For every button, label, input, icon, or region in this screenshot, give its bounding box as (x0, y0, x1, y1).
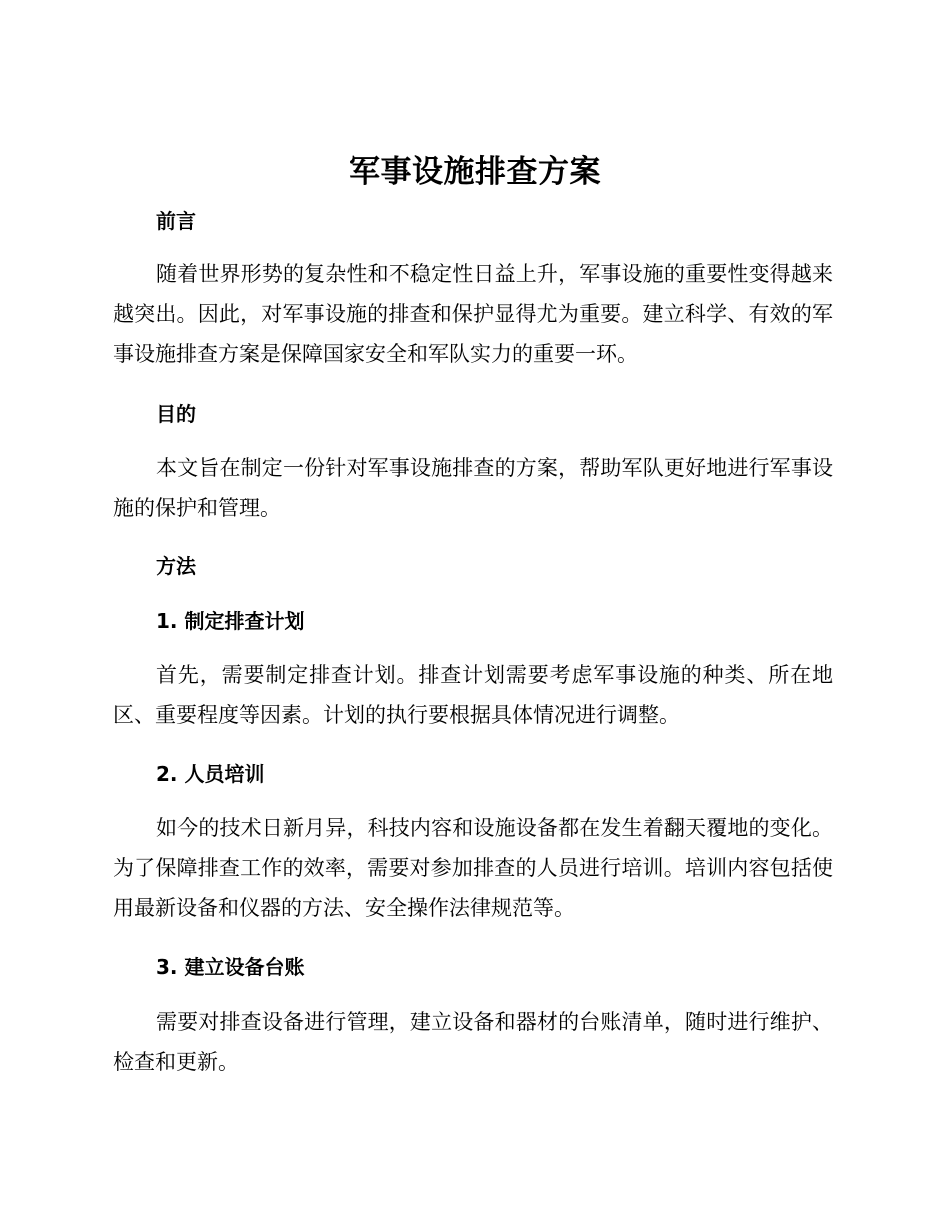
section-paragraph-training: 如今的技术日新月异，科技内容和设施设备都在发生着翻天覆地的变化。为了保障排查工作的效率，需要对参加排查的人员进行培训。培训内容包括使用最新设备和仪器的方法、安全操作法律规范等。 (113, 816, 833, 920)
section-heading-plan: 1. 制定排查计划 (156, 609, 305, 633)
section-paragraph-preface: 随着世界形势的复杂性和不稳定性日益上升，军事设施的重要性变得越来越突出。因此，对军事设施的排查和保护显得尤为重要。建立科学、有效的军事设施排查方案是保障国家安全和军队实力的重要一环。 (113, 262, 833, 366)
section-heading-purpose: 目的 (156, 402, 196, 426)
section-heading-training: 2. 人员培训 (156, 762, 265, 786)
section-paragraph-ledger: 需要对排查设备进行管理，建立设备和器材的台账清单，随时进行维护、检查和更新。 (113, 1010, 833, 1074)
section-paragraph-purpose: 本文旨在制定一份针对军事设施排查的方案，帮助军队更好地进行军事设施的保护和管理。 (113, 456, 833, 520)
section-paragraph-plan: 首先，需要制定排查计划。排查计划需要考虑军事设施的种类、所在地区、重要程度等因素。计划的执行要根据具体情况进行调整。 (113, 663, 833, 727)
document-title: 军事设施排查方案 (349, 154, 601, 190)
section-heading-ledger: 3. 建立设备台账 (156, 955, 305, 979)
section-heading-method: 方法 (156, 554, 196, 578)
section-heading-preface: 前言 (156, 209, 196, 233)
